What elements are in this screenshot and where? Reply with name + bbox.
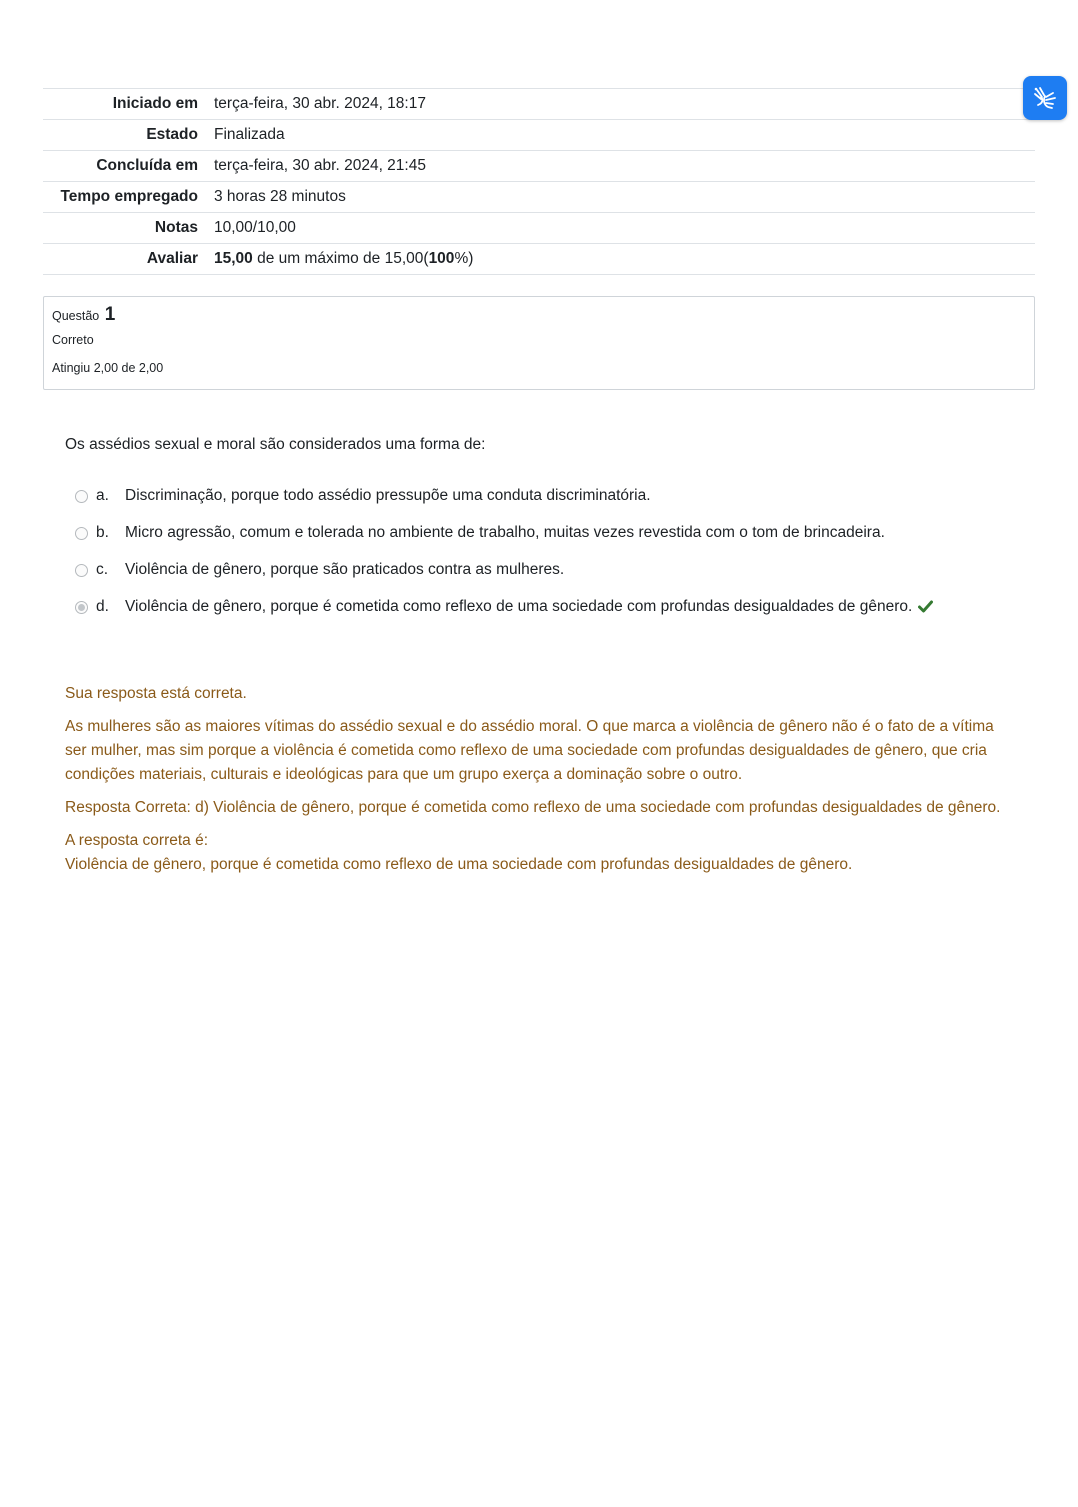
- answer-text: Discriminação, porque todo assédio pressupõe uma conduta discriminatória.: [125, 487, 651, 504]
- summary-label: Iniciado em: [112, 95, 198, 112]
- grade-suffix: %): [454, 250, 474, 267]
- question-info: [43, 296, 1035, 390]
- answer-option-a: [72, 485, 933, 522]
- answer-radio[interactable]: [75, 564, 88, 577]
- question-text: Os assédios sexual e moral são considerados uma forma de:: [65, 436, 486, 453]
- answer-text: Micro agressão, comum e tolerada no ambiente de trabalho, muitas vezes revestida com o tom de brincadeira.: [125, 524, 885, 541]
- summary-label: Estado: [146, 126, 198, 143]
- question-grade: Atingiu 2,00 de 2,00: [52, 361, 164, 375]
- summary-row-marks: [43, 213, 1035, 244]
- question-number: [52, 301, 115, 330]
- right-answer-label: A resposta correta é:: [65, 832, 209, 849]
- question-number-label: Questão: [52, 309, 100, 323]
- answer-text: Violência de gênero, porque são praticados contra as mulheres.: [125, 561, 565, 578]
- summary-label: Notas: [154, 219, 198, 236]
- hand-sign-language-icon: [1031, 84, 1059, 112]
- summary-label: Tempo empregado: [60, 188, 198, 205]
- feedback-explanation: Resposta Correta: d) Violência de gênero, porque é cometida como reflexo de uma sociedade com profundas desigualdades de gênero.: [65, 799, 1001, 816]
- answer-text: Violência de gênero, porque é cometida como reflexo de uma sociedade com profundas desigualdades de gênero.: [125, 598, 913, 615]
- correct-check-icon: [918, 600, 933, 613]
- right-answer: [65, 829, 1015, 877]
- grade-middle: de um máximo de 15,00(: [252, 250, 429, 267]
- summary-value: 10,00/10,00: [214, 219, 296, 236]
- question-state: Correto: [52, 333, 94, 347]
- feedback-section: [65, 682, 1015, 886]
- answer-option-d: [72, 596, 933, 633]
- question-number-value: 1: [104, 304, 116, 325]
- summary-value: terça-feira, 30 abr. 2024, 18:17: [214, 95, 426, 112]
- summary-row-started: [43, 89, 1035, 120]
- answer-letter: c.: [96, 561, 109, 578]
- answer-list: [72, 485, 933, 633]
- summary-grade-value: [214, 244, 1035, 275]
- answer-radio-selected[interactable]: [75, 601, 88, 614]
- summary-value: terça-feira, 30 abr. 2024, 21:45: [214, 157, 426, 174]
- summary-row-state: [43, 120, 1035, 151]
- answer-radio[interactable]: [75, 527, 88, 540]
- answer-radio[interactable]: [75, 490, 88, 503]
- general-feedback: As mulheres são as maiores vítimas do assédio sexual e do assédio moral. O que marca a violência de gênero não é o fato de a vítima ser mulher, mas sim porque a violência é cometida como reflexo de uma sociedade com profundas desigualdades de gênero, que cria condições materiais, culturais e ideológicas para que um grupo exerça a dominação sobre o outro.: [65, 718, 994, 783]
- answer-option-b: [72, 522, 933, 559]
- grade-percent: 100: [428, 250, 455, 267]
- right-answer-text: Violência de gênero, porque é cometida como reflexo de uma sociedade com profundas desigualdades de gênero.: [65, 856, 853, 873]
- summary-value: 3 horas 28 minutos: [214, 188, 346, 205]
- attempt-summary-table: [43, 88, 1035, 275]
- accessibility-button[interactable]: [1023, 76, 1067, 120]
- answer-letter: a.: [96, 487, 109, 504]
- summary-row-grade: [43, 244, 1035, 275]
- specific-feedback: Sua resposta está correta.: [65, 685, 247, 702]
- summary-label: Concluída em: [96, 157, 198, 174]
- answer-text-wrap: [125, 596, 933, 618]
- answer-option-c: [72, 559, 933, 596]
- answer-letter: d.: [96, 598, 109, 615]
- grade-score: 15,00: [214, 250, 253, 267]
- summary-row-time-taken: [43, 182, 1035, 213]
- summary-value: Finalizada: [214, 126, 285, 143]
- answer-letter: b.: [96, 524, 109, 541]
- summary-row-completed: [43, 151, 1035, 182]
- summary-label: Avaliar: [146, 250, 198, 267]
